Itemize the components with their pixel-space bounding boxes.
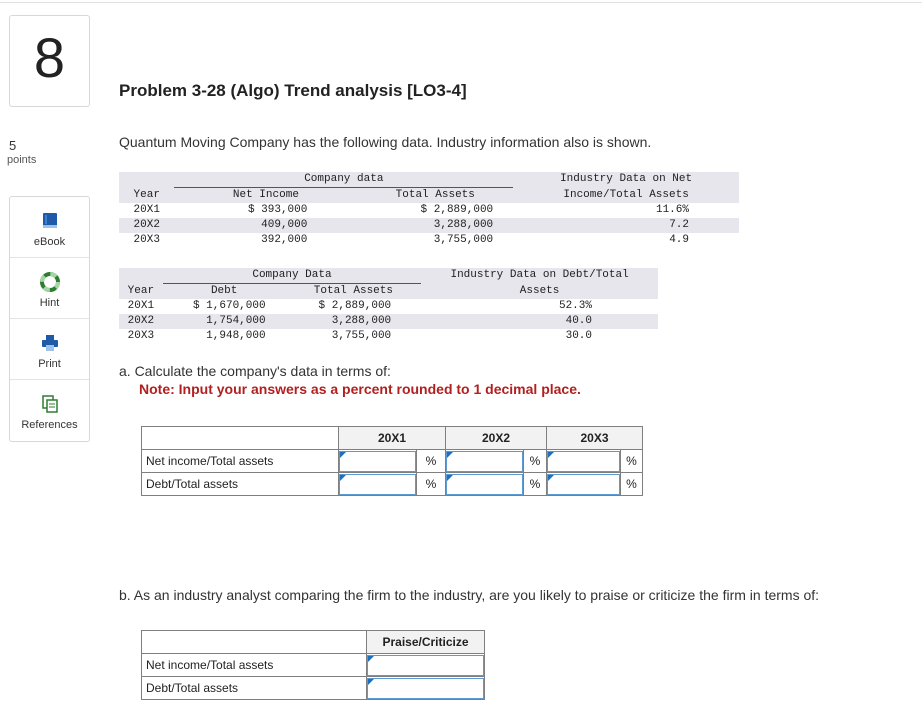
debt-cell: $ 1,670,000 — [192, 300, 266, 312]
top-divider — [0, 2, 922, 3]
part-a-note: Note: Input your answers as a percent rounded to 1 decimal place. — [139, 381, 581, 397]
net-income-ratio-20x3-input[interactable] — [547, 451, 620, 472]
group-header: Company data — [174, 172, 513, 188]
col-header-praise-criticize: Praise/Criticize — [367, 631, 485, 654]
book-icon — [10, 211, 89, 231]
table-row — [119, 329, 658, 344]
answer-row — [142, 677, 485, 700]
col-header-20x3: 20X3 — [547, 427, 643, 450]
total-assets-cell: $ 2,889,000 — [420, 204, 494, 216]
percent-sign: % — [524, 473, 547, 496]
col-total-assets: Total Assets — [357, 188, 513, 204]
col-net-income: Net Income — [174, 188, 357, 204]
net-income-cell: 409,000 — [174, 218, 357, 233]
industry-header: Assets — [421, 284, 658, 300]
table-row — [119, 203, 739, 218]
problem-title: Problem 3-28 (Algo) Trend analysis [LO3-4] — [119, 81, 467, 100]
percent-sign: % — [524, 450, 547, 473]
total-assets-cell: 3,288,000 — [357, 218, 513, 233]
industry-cell: 40.0 — [421, 314, 658, 329]
percent-sign: % — [417, 473, 446, 496]
year-cell: 20X2 — [119, 314, 163, 329]
col-total-assets: Total Assets — [286, 284, 422, 300]
net-income-ratio-20x2-input[interactable] — [446, 451, 523, 472]
year-cell: 20X2 — [119, 218, 174, 233]
printer-icon — [10, 333, 89, 353]
industry-cell: 52.3% — [558, 300, 592, 312]
answer-row — [142, 654, 485, 677]
percent-sign: % — [621, 473, 643, 496]
industry-cell: 7.2 — [513, 218, 739, 233]
table-row — [119, 299, 658, 314]
net-income-ratio-20x1-input[interactable] — [339, 451, 416, 472]
points-label: points — [7, 154, 37, 166]
question-number: 8 — [33, 26, 66, 89]
year-cell: 20X1 — [133, 204, 160, 216]
net-income-ratio-praise-criticize-select[interactable] — [367, 655, 484, 676]
part-a-prompt: a. Calculate the company's data in terms of: — [119, 363, 391, 379]
row-label: Net income/Total assets — [142, 450, 339, 473]
percent-sign: % — [417, 450, 446, 473]
total-assets-cell: 3,755,000 — [331, 330, 392, 342]
tool-print[interactable] — [10, 319, 89, 380]
problem-intro: Quantum Moving Company has the following data. Industry information also is shown. — [119, 134, 652, 150]
col-year: Year — [119, 188, 174, 204]
tool-label: Hint — [39, 297, 60, 309]
table-row — [119, 314, 658, 329]
industry-header: Industry Data on Debt/Total — [421, 268, 658, 284]
part-b-answer-table — [141, 630, 485, 700]
row-label: Net income/Total assets — [142, 654, 367, 677]
debt-ratio-20x3-input[interactable] — [547, 474, 620, 495]
debt-cell: 1,754,000 — [163, 314, 286, 329]
industry-cell: 4.9 — [669, 234, 689, 246]
debt-ratio-20x1-input[interactable] — [339, 474, 416, 495]
debt-ratio-20x2-input[interactable] — [446, 474, 523, 495]
row-label: Debt/Total assets — [142, 473, 339, 496]
col-debt: Debt — [163, 284, 286, 300]
tool-hint[interactable] — [10, 258, 89, 319]
table-row — [119, 218, 739, 233]
year-cell: 20X3 — [133, 234, 160, 246]
debt-cell: 1,948,000 — [206, 330, 266, 342]
industry-cell: 30.0 — [565, 330, 592, 342]
row-label: Debt/Total assets — [142, 677, 367, 700]
industry-header: Income/Total Assets — [513, 188, 739, 204]
company-data-table-2 — [119, 268, 658, 344]
total-assets-cell: 3,755,000 — [433, 234, 494, 246]
year-cell: 20X3 — [127, 330, 155, 342]
lifebuoy-icon — [10, 272, 89, 292]
col-header-20x1: 20X1 — [339, 427, 446, 450]
year-cell: 20X1 — [127, 300, 155, 312]
group-header: Company Data — [163, 268, 421, 284]
answer-row — [142, 473, 643, 496]
total-assets-cell: $ 2,889,000 — [318, 300, 392, 312]
points-value: 5 — [9, 138, 17, 153]
part-b-prompt: b. As an industry analyst comparing the firm to the industry, are you likely to praise or criticize the firm in terms of: — [119, 587, 820, 603]
industry-header: Industry Data on Net — [513, 172, 739, 188]
tool-label: References — [21, 419, 78, 431]
tool-label: eBook — [33, 236, 66, 248]
tool-references[interactable] — [10, 380, 89, 441]
debt-ratio-praise-criticize-select[interactable] — [367, 678, 484, 699]
net-income-cell: $ 393,000 — [247, 204, 308, 216]
tool-label: Print — [38, 358, 61, 370]
table-row — [119, 233, 739, 248]
company-data-table-1 — [119, 172, 739, 248]
net-income-cell: 392,000 — [261, 234, 308, 246]
total-assets-cell: 3,288,000 — [286, 314, 422, 329]
question-number-box — [9, 15, 90, 107]
col-year: Year — [119, 284, 163, 300]
col-header-20x2: 20X2 — [446, 427, 547, 450]
part-a-answer-table — [141, 426, 643, 496]
industry-cell: 11.6% — [655, 204, 689, 216]
answer-row — [142, 450, 643, 473]
percent-sign: % — [621, 450, 643, 473]
documents-icon — [10, 394, 89, 414]
tools-panel — [9, 196, 90, 442]
tool-ebook[interactable] — [10, 197, 89, 258]
